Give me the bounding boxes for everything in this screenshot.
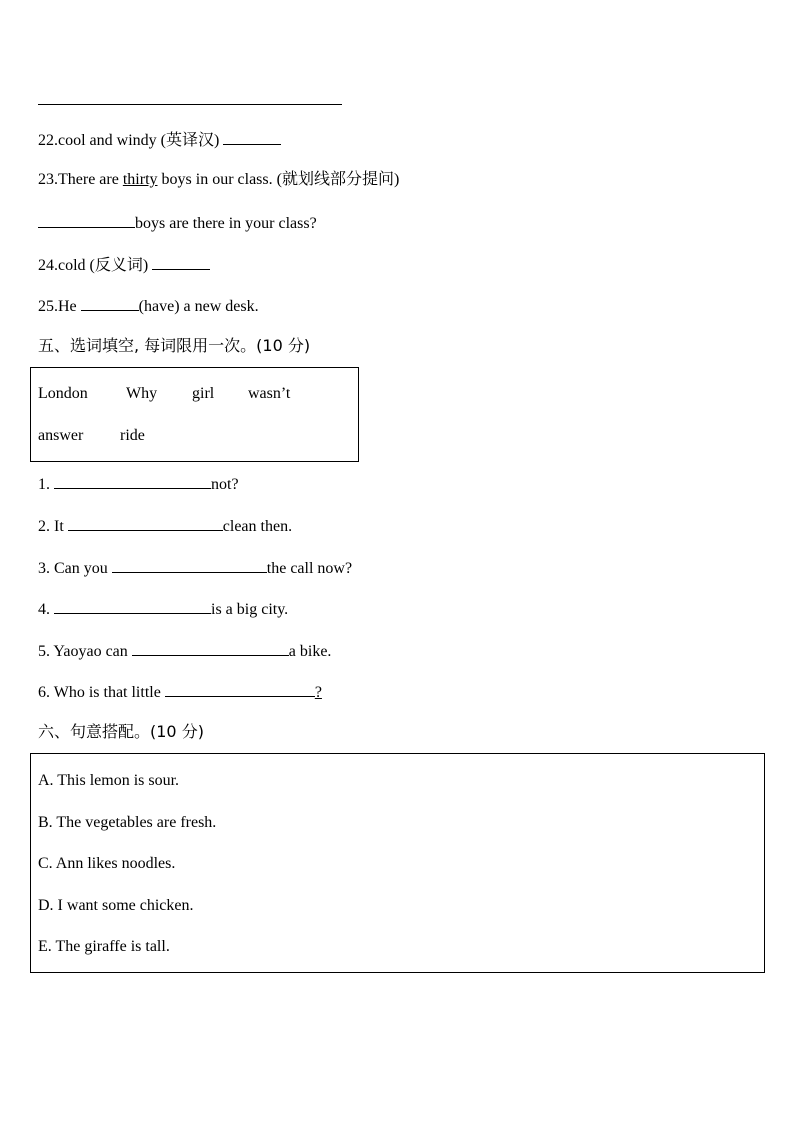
item-text-post: a bike. (288, 643, 332, 660)
answer-blank[interactable] (54, 598, 211, 614)
item-text-pre: Who is that little (53, 684, 165, 701)
word-bank-box (30, 367, 359, 462)
answer-line-previous (38, 104, 342, 105)
word-bank-item: Why (126, 385, 158, 402)
answer-blank[interactable] (68, 515, 223, 531)
question-number: 22. (38, 132, 58, 149)
question-22 (38, 129, 281, 151)
fill-item-6 (38, 681, 322, 703)
fill-item-4 (38, 598, 288, 620)
word-bank-item: girl (192, 385, 215, 402)
item-number: 4. (38, 601, 54, 618)
option-a: A. This lemon is sour. (38, 772, 180, 789)
option-e: E. The giraffe is tall. (38, 938, 170, 955)
item-text-post: clean then. (222, 518, 293, 535)
answer-blank[interactable] (81, 295, 139, 311)
item-number: 2. (38, 518, 54, 535)
question-number: 23. (38, 171, 58, 188)
answer-blank[interactable] (112, 557, 267, 573)
answer-blank[interactable] (152, 254, 210, 270)
word-bank-row-2 (38, 426, 145, 446)
question-number: 25. (38, 298, 58, 315)
item-number: 5. (38, 643, 54, 660)
item-text-post: the call now? (266, 560, 353, 577)
item-number: 1. (38, 476, 54, 493)
item-text-pre: Yaoyao can (53, 643, 132, 660)
question-25 (38, 295, 259, 317)
underlined-word: thirty (122, 171, 158, 188)
item-text-post: ? (314, 684, 322, 701)
question-text: cool and windy (英译汉) (58, 132, 224, 149)
word-bank-item: answer (38, 427, 84, 444)
word-bank-item: ride (120, 427, 145, 444)
item-number: 3. (38, 560, 54, 577)
item-text-post: not? (211, 476, 239, 493)
fill-item-2 (38, 515, 292, 537)
question-text-pre: There are (58, 171, 123, 188)
answer-blank[interactable] (165, 681, 315, 697)
item-text-pre: It (54, 518, 68, 535)
section-5-title: 五、选词填空, 每词限用一次。(10 分) (38, 336, 311, 355)
option-d: D. I want some chicken. (38, 897, 194, 914)
question-text-post: (have) a new desk. (138, 298, 259, 315)
word-bank-item: wasn’t (248, 385, 291, 402)
answer-blank[interactable] (54, 473, 211, 489)
answer-text: boys are there in your class? (135, 215, 317, 232)
matching-options-box (30, 753, 765, 973)
word-bank-item: London (38, 385, 88, 402)
question-23-answer (38, 212, 317, 234)
section-6-title: 六、句意搭配。(10 分) (38, 722, 204, 741)
answer-blank[interactable] (132, 640, 289, 656)
option-b: B. The vegetables are fresh. (38, 814, 217, 831)
option-c: C. Ann likes noodles. (38, 855, 176, 872)
question-23 (38, 170, 399, 190)
item-text-pre: Can you (54, 560, 112, 577)
item-text-post: is a big city. (211, 601, 289, 618)
fill-item-5 (38, 640, 331, 662)
question-text: cold (反义词) (58, 257, 153, 274)
word-bank-row-1 (38, 384, 290, 404)
question-text-pre: He (58, 298, 81, 315)
question-text-post: boys in our class. (就划线部分提问) (157, 171, 400, 188)
fill-item-3 (38, 557, 352, 579)
answer-blank[interactable] (38, 212, 135, 228)
question-24 (38, 254, 210, 276)
fill-item-1 (38, 473, 239, 495)
answer-blank[interactable] (223, 129, 281, 145)
question-number: 24. (38, 257, 58, 274)
item-number: 6. (38, 684, 54, 701)
